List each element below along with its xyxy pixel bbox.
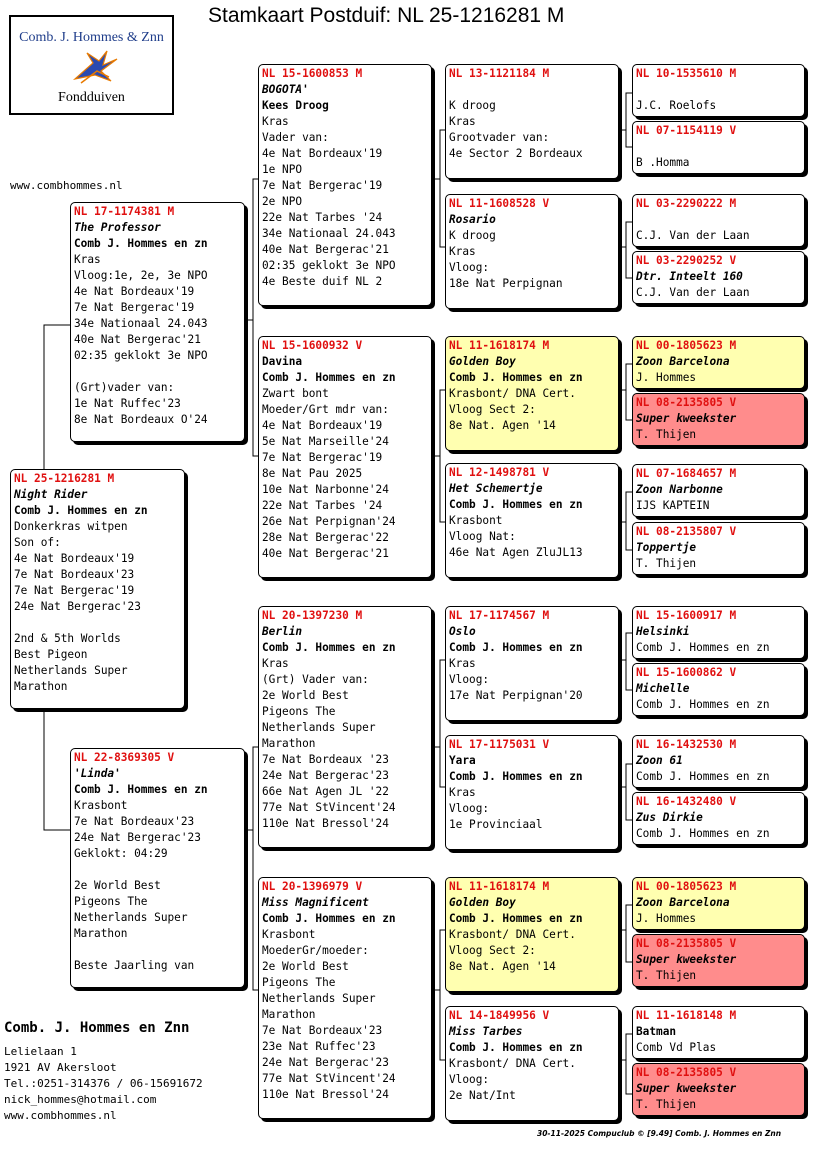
ring-number: NL 08-2135805 V	[636, 1066, 737, 1079]
breeder-name: C.J. Van der Laan	[636, 286, 750, 299]
pedigree-note: (Grt) Vader van:	[262, 673, 369, 686]
breeder-name: Comb Vd Plas	[636, 1041, 717, 1054]
pedigree-note: 8e Nat Bordeaux O'24	[74, 413, 208, 426]
breeder-name: J. Hommes	[636, 912, 697, 925]
pedigree-note: 40e Nat Bergerac'21	[262, 243, 389, 256]
pedigree-note: 4e Sector 2 Bordeaux	[449, 147, 583, 160]
pigeon-name: Toppertje	[636, 541, 697, 554]
pedigree-note: 46e Nat Agen ZluJL13	[449, 546, 583, 559]
g16-card[interactable]	[632, 1063, 805, 1116]
pedigree-note: 5e Nat Marseille'24	[262, 435, 389, 448]
ring-number: NL 20-1396979 V	[262, 880, 363, 893]
pedigree-note: 1e Provinciaal	[449, 818, 543, 831]
pigeon-name: Dtr. Inteelt 160	[636, 270, 743, 283]
pedigree-note: Netherlands Super	[262, 992, 376, 1005]
pedigree-note: Pigeons The	[74, 895, 148, 908]
pedigree-note: Vloog:	[449, 673, 490, 686]
breeder-name: Comb J. Hommes en zn	[449, 770, 583, 783]
pigeon-name: Zoon Barcelona	[636, 355, 730, 368]
owner-email[interactable]: nick_hommes@hotmail.com	[4, 1093, 157, 1106]
breeder-name: Comb J. Hommes en zn	[74, 237, 208, 250]
ring-number: NL 11-1608528 V	[449, 197, 550, 210]
pedigree-note: 110e Nat Bressol'24	[262, 1088, 389, 1101]
owner-info	[4, 1019, 203, 1124]
breeder-name: C.J. Van der Laan	[636, 229, 750, 242]
pedigree-note: Best Pigeon	[14, 648, 88, 661]
pedigree-note: Son of:	[14, 536, 61, 549]
ring-number: NL 20-1397230 M	[262, 609, 363, 622]
pedigree-note: Beste Jaarling van	[74, 959, 195, 972]
pedigree-note	[74, 942, 244, 958]
pedigree-note: 34e Nationaal 24.043	[262, 227, 396, 240]
pedigree-note: Krasbont	[449, 514, 503, 527]
ring-number: NL 17-1175031 V	[449, 738, 550, 751]
breeder-name: T. Thijen	[636, 428, 697, 441]
pedigree-note: 7e Nat Bordeaux'23	[14, 568, 135, 581]
pedigree-note: 40e Nat Bergerac'21	[262, 547, 389, 560]
pedigree-note: Kras	[449, 657, 476, 670]
pedigree-note: 40e Nat Bergerac'21	[74, 333, 201, 346]
ddd-card[interactable]	[445, 1006, 619, 1121]
pigeon-name: Super kweekster	[636, 953, 737, 966]
breeder-name: Kees Droog	[262, 99, 329, 112]
ring-number: NL 07-1154119 V	[636, 124, 737, 137]
owner-phone: Tel.:0251-314376 / 06-15691672	[4, 1077, 203, 1090]
ring-number: NL 03-2290252 V	[636, 254, 737, 267]
g3-card[interactable]	[632, 194, 805, 247]
pedigree-note	[74, 862, 244, 878]
g2-card[interactable]	[632, 121, 805, 174]
g13-card[interactable]	[632, 877, 805, 930]
breeder-name: T. Thijen	[636, 557, 697, 570]
breeder-name: Comb J. Hommes en zn	[636, 827, 770, 840]
ring-number: NL 08-2135807 V	[636, 525, 737, 538]
pedigree-note: 4e Nat Bordeaux'19	[262, 147, 383, 160]
pedigree-note: 7e Nat Bordeaux'23	[74, 815, 195, 828]
pedigree-note: Marathon	[74, 927, 128, 940]
ring-number: NL 03-2290222 M	[636, 197, 737, 210]
sdd-card[interactable]	[445, 463, 619, 578]
pigeon-name: Golden Boy	[449, 355, 516, 368]
breeder-name: Comb J. Hommes en zn	[262, 371, 396, 384]
pigeon-name	[449, 82, 618, 98]
ring-number: NL 16-1432480 V	[636, 795, 737, 808]
ring-number: NL 07-1684657 M	[636, 467, 737, 480]
pigeon-name: Berlin	[262, 625, 303, 638]
pedigree-note: 24e Nat Bergerac'23	[14, 600, 141, 613]
sss-card[interactable]	[445, 64, 619, 179]
breeder-name: J.C. Roelofs	[636, 99, 717, 112]
breeder-name: Comb J. Hommes en zn	[449, 498, 583, 511]
pigeon-name	[636, 82, 804, 98]
breeder-name: B .Homma	[636, 156, 690, 169]
g5-card[interactable]	[632, 336, 805, 389]
pedigree-note: 23e Nat Ruffec'23	[262, 1040, 376, 1053]
pedigree-note: Geklokt: 04:29	[74, 847, 168, 860]
sire-sire-card[interactable]	[258, 64, 432, 306]
ring-number: NL 11-1618174 M	[449, 339, 550, 352]
pigeon-name: Davina	[262, 355, 303, 368]
ring-number: NL 00-1805623 M	[636, 339, 737, 352]
pedigree-note: Krasbont	[74, 799, 128, 812]
pedigree-note: Vader van:	[262, 131, 329, 144]
pigeon-name: Super kweekster	[636, 412, 737, 425]
breeder-name: Comb J. Hommes en zn	[449, 912, 583, 925]
pedigree-note: 2e World Best	[262, 960, 349, 973]
g12-card[interactable]	[632, 792, 805, 845]
pedigree-note: 77e Nat StVincent'24	[262, 1072, 396, 1085]
pigeon-name: Rosario	[449, 213, 496, 226]
logo-bottom-text: Fondduiven	[58, 90, 125, 105]
ring-number: NL 14-1849956 V	[449, 1009, 550, 1022]
ring-number: NL 11-1618174 M	[449, 880, 550, 893]
pedigree-note: 8e Nat. Agen '14	[449, 419, 556, 432]
pedigree-note: 02:35 geklokt 3e NPO	[74, 349, 208, 362]
breeder-name: Comb J. Hommes en zn	[262, 912, 396, 925]
g9-card[interactable]	[632, 606, 805, 659]
g4-card[interactable]	[632, 251, 805, 304]
pedigree-note: 7e Nat Bordeaux '23	[262, 753, 389, 766]
pedigree-note: 24e Nat Bergerac'23	[262, 769, 389, 782]
ring-number: NL 15-1600862 V	[636, 666, 737, 679]
pedigree-note: Marathon	[14, 680, 68, 693]
pedigree-note: 24e Nat Bergerac'23	[74, 831, 201, 844]
dds-card[interactable]	[445, 877, 619, 992]
ring-number: NL 12-1498781 V	[449, 466, 550, 479]
pedigree-note: Kras	[449, 245, 476, 258]
breeder-name: Comb J. Hommes en zn	[636, 770, 770, 783]
ring-number: NL 08-2135805 V	[636, 396, 737, 409]
pedigree-note: Kras	[262, 115, 289, 128]
ring-number: NL 15-1600932 V	[262, 339, 363, 352]
pedigree-note: Kras	[449, 786, 476, 799]
pedigree-note: Pigeons The	[262, 976, 336, 989]
pedigree-note: Netherlands Super	[14, 664, 128, 677]
pedigree-note: Netherlands Super	[262, 721, 376, 734]
pedigree-note: Marathon	[262, 737, 316, 750]
pedigree-note: 22e Nat Tarbes '24	[262, 211, 383, 224]
pedigree-note: 4e Beste duif NL 2	[262, 275, 383, 288]
pigeon-name: Night Rider	[14, 488, 88, 501]
ring-number: NL 17-1174567 M	[449, 609, 550, 622]
pedigree-note: 17e Nat Perpignan'20	[449, 689, 583, 702]
ring-number: NL 08-2135805 V	[636, 937, 737, 950]
pigeon-name: Michelle	[636, 682, 690, 695]
owner-website[interactable]: www.combhommes.nl	[4, 1109, 117, 1122]
pedigree-note: 77e Nat StVincent'24	[262, 801, 396, 814]
website-link[interactable]: www.combhommes.nl	[10, 179, 123, 192]
breeder-name: Comb J. Hommes en zn	[449, 1041, 583, 1054]
g11-card[interactable]	[632, 735, 805, 788]
pedigree-note: Donkerkras witpen	[14, 520, 128, 533]
pigeon-name	[636, 139, 804, 155]
pedigree-note: MoederGr/moeder:	[262, 944, 369, 957]
pedigree-note: 28e Nat Bergerac'22	[262, 531, 389, 544]
pigeon-name: BOGOTA'	[262, 83, 309, 96]
ring-number: NL 10-1535610 M	[636, 67, 737, 80]
pedigree-note: (Grt)vader van:	[74, 381, 175, 394]
breeder-name: Comb J. Hommes en zn	[636, 698, 770, 711]
g10-card[interactable]	[632, 663, 805, 716]
pedigree-note: 7e Nat Bergerac'19	[262, 451, 383, 464]
g14-card[interactable]	[632, 934, 805, 987]
pedigree-note: Kras	[449, 115, 476, 128]
ssd-card[interactable]	[445, 194, 619, 309]
pedigree-note: 2e NPO	[262, 195, 303, 208]
pigeon-name: Batman	[636, 1025, 677, 1038]
pedigree-note: 2e Nat/Int	[449, 1089, 516, 1102]
ring-number: NL 15-1600853 M	[262, 67, 363, 80]
pedigree-note: 66e Nat Agen JL '22	[262, 785, 389, 798]
pedigree-note: Pigeons The	[262, 705, 336, 718]
breeder-name: Comb J. Hommes en zn	[74, 783, 208, 796]
pigeon-name: Zoon 61	[636, 754, 683, 767]
ring-number: NL 25-1216281 M	[14, 472, 115, 485]
pigeon-name: Zoon Barcelona	[636, 896, 730, 909]
pedigree-note: Krasbont	[262, 928, 316, 941]
dam-card[interactable]	[70, 748, 245, 988]
pedigree-note: Marathon	[262, 1008, 316, 1021]
pedigree-note: 4e Nat Bordeaux'19	[262, 419, 383, 432]
pigeon-name: The Professor	[74, 221, 161, 234]
pedigree-note	[14, 615, 184, 631]
pigeon-name: Golden Boy	[449, 896, 516, 909]
footer-credit: 30-11-2025 Compuclub © [9.49] Comb. J. Hommes en Znn	[537, 1129, 782, 1138]
pedigree-note: Krasbont/ DNA Cert.	[449, 928, 576, 941]
pedigree-note: Krasbont/ DNA Cert.	[449, 1057, 576, 1070]
ring-number: NL 15-1600917 M	[636, 609, 737, 622]
pigeon-name: Super kweekster	[636, 1082, 737, 1095]
pedigree-note: Vloog Sect 2:	[449, 944, 536, 957]
pedigree-note: 24e Nat Bergerac'23	[262, 1056, 389, 1069]
breeder-name: K droog	[449, 99, 496, 112]
pigeon-name: Oslo	[449, 625, 476, 638]
pedigree-note: Vloog Nat:	[449, 530, 516, 543]
pedigree-note: 02:35 geklokt 3e NPO	[262, 259, 396, 272]
pedigree-note: Vloog:	[449, 261, 490, 274]
breeder-name: T. Thijen	[636, 969, 697, 982]
breeder-name: K droog	[449, 229, 496, 242]
pedigree-note: 18e Nat Perpignan	[449, 277, 563, 290]
breeder-name: Comb J. Hommes en zn	[636, 641, 770, 654]
g7-card[interactable]	[632, 464, 805, 517]
pigeon-name: Miss Tarbes	[449, 1025, 523, 1038]
pedigree-note: Netherlands Super	[74, 911, 188, 924]
pedigree-note: 110e Nat Bressol'24	[262, 817, 389, 830]
pedigree-note: 8e Nat. Agen '14	[449, 960, 556, 973]
page-title: Stamkaart Postduif: NL 25-1216281 M	[208, 4, 565, 27]
breeder-name: Comb J. Hommes en zn	[262, 641, 396, 654]
pedigree-note: 2e World Best	[262, 689, 349, 702]
pedigree-note: Vloog:	[449, 802, 490, 815]
pedigree-note: 26e Nat Perpignan'24	[262, 515, 396, 528]
breeder-name: T. Thijen	[636, 1098, 697, 1111]
pedigree-note: 2nd & 5th Worlds	[14, 632, 121, 645]
pedigree-note: 8e Nat Pau 2025	[262, 467, 363, 480]
pedigree-note: Grootvader van:	[449, 131, 550, 144]
ring-number: NL 22-8369305 V	[74, 751, 175, 764]
pedigree-note: 7e Nat Bergerac'19	[74, 301, 195, 314]
pedigree-note: 7e Nat Bergerac'19	[262, 179, 383, 192]
pigeon-name: Zoon Narbonne	[636, 483, 723, 496]
pigeon-name: 'Linda'	[74, 767, 121, 780]
pedigree-note: 22e Nat Tarbes '24	[262, 499, 383, 512]
g8-card[interactable]	[632, 522, 805, 575]
pedigree-note	[74, 364, 244, 380]
dss-card[interactable]	[445, 606, 619, 721]
breeder-name: Comb J. Hommes en zn	[449, 641, 583, 654]
pedigree-note: Vloog:	[449, 1073, 490, 1086]
pedigree-note: Zwart bont	[262, 387, 329, 400]
dam-dam-card[interactable]	[258, 877, 432, 1119]
owner-street: Lelielaan 1	[4, 1045, 77, 1058]
breeder-name: J. Hommes	[636, 371, 697, 384]
g1-card[interactable]	[632, 64, 805, 117]
pedigree-note: 4e Nat Bordeaux'19	[74, 285, 195, 298]
pedigree-note: 2e World Best	[74, 879, 161, 892]
breeder-name: IJS KAPTEIN	[636, 499, 710, 512]
breeder-name: Comb J. Hommes en zn	[14, 504, 148, 517]
pigeon-name: Zus Dirkie	[636, 811, 703, 824]
ring-number: NL 16-1432530 M	[636, 738, 737, 751]
ring-number: NL 11-1618148 M	[636, 1009, 737, 1022]
logo-top-text: Comb. J. Hommes & Znn	[19, 30, 164, 45]
ring-number: NL 17-1174381 M	[74, 205, 175, 218]
pedigree-note: 1e Nat Ruffec'23	[74, 397, 181, 410]
pigeon-name: Helsinki	[636, 625, 690, 638]
pedigree-note: Krasbont/ DNA Cert.	[449, 387, 576, 400]
pigeon-name: Yara	[449, 754, 476, 767]
sire-dam-card[interactable]	[258, 336, 432, 578]
sire-card[interactable]	[70, 202, 245, 442]
g15-card[interactable]	[632, 1006, 805, 1059]
pedigree-note: 7e Nat Bergerac'19	[14, 584, 135, 597]
pedigree-note: Vloog Sect 2:	[449, 403, 536, 416]
sds-card[interactable]	[445, 336, 619, 451]
pedigree-note: Kras	[74, 253, 101, 266]
pedigree-note: Vloog:1e, 2e, 3e NPO	[74, 269, 208, 282]
pedigree-note: 7e Nat Bordeaux'23	[262, 1024, 383, 1037]
dsd-card[interactable]	[445, 735, 619, 850]
owner-name: Comb. J. Hommes en Znn	[4, 1020, 190, 1036]
subject-pigeon-card[interactable]	[10, 469, 185, 709]
dam-sire-card[interactable]	[258, 606, 432, 848]
pigeon-name	[636, 212, 804, 228]
ring-number: NL 13-1121184 M	[449, 67, 550, 80]
pedigree-note: 4e Nat Bordeaux'19	[14, 552, 135, 565]
pedigree-note: 10e Nat Narbonne'24	[262, 483, 389, 496]
pigeon-name: Miss Magnificent	[262, 896, 369, 909]
breeder-name: Comb J. Hommes en zn	[449, 371, 583, 384]
owner-city: 1921 AV Akersloot	[4, 1061, 117, 1074]
pedigree-note: Moeder/Grt mdr van:	[262, 403, 389, 416]
pedigree-note: 1e NPO	[262, 163, 303, 176]
ring-number: NL 00-1805623 M	[636, 880, 737, 893]
pedigree-note: 34e Nationaal 24.043	[74, 317, 208, 330]
pigeon-name: Het Schemertje	[449, 482, 543, 495]
pedigree-note: Kras	[262, 657, 289, 670]
g6-card[interactable]	[632, 393, 805, 446]
